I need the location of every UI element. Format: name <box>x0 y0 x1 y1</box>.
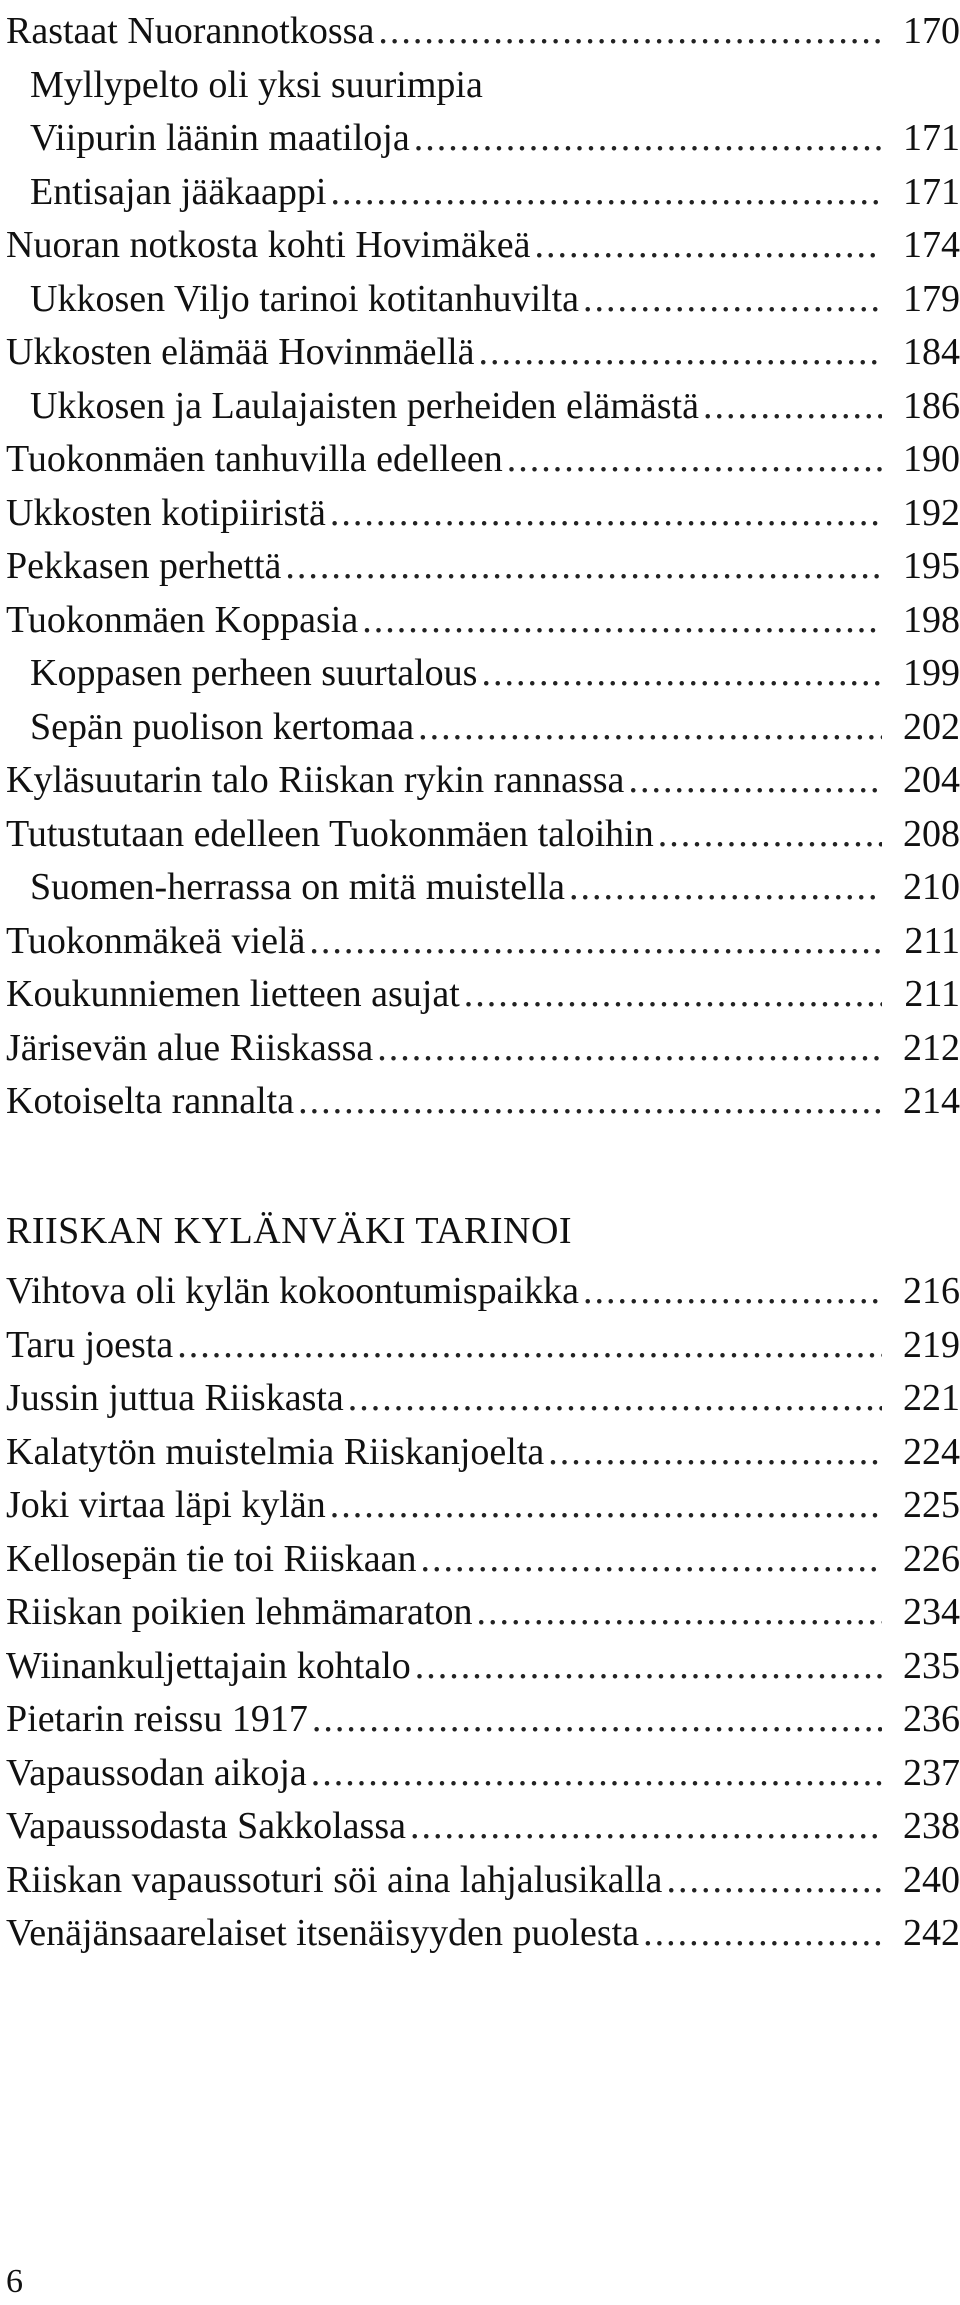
toc-entry-title: Ukkosten elämää Hovinmäellä <box>6 331 475 373</box>
toc-entry-title: Nuoran notkosta kohti Hovimäkeä <box>6 224 531 266</box>
toc-entry-title: Ukkosen Viljo tarinoi kotitanhuvilta <box>30 277 580 320</box>
toc-entry-title: Kalatytön muistelmia Riiskanjoelta <box>6 1430 545 1473</box>
toc-entry-page: 238 <box>903 1805 960 1847</box>
toc-entry-page: 202 <box>903 705 960 748</box>
toc-entry-title: Pietarin reissu 1917 <box>6 1698 308 1740</box>
toc-entry-page: 214 <box>903 1080 960 1122</box>
toc-entry-title: Kyläsuutarin talo Riiskan rykin rannassa <box>6 759 625 801</box>
toc-entry-title: Tutustutaan edelleen Tuokonmäen taloihin <box>6 812 654 855</box>
toc-entry-page: 204 <box>903 759 960 801</box>
toc-entry-page: 186 <box>903 384 960 427</box>
toc-entry-page: 235 <box>903 1644 960 1687</box>
toc-entry-title: Tuokonmäkeä vielä <box>6 919 306 962</box>
toc-entry-title: Sepän puolison kertomaa <box>30 705 415 748</box>
toc-entry-page: 198 <box>903 598 960 641</box>
toc-entry-title: Vihtova oli kylän kokoontumispaikka <box>6 1270 579 1312</box>
section-heading: RIISKAN KYLÄNVÄKI TARINOI <box>6 1210 573 1252</box>
toc-entry-title: Taru joesta <box>6 1323 174 1366</box>
toc-entry-title: Pekkasen perhettä <box>6 545 282 587</box>
toc-entry-page: 240 <box>903 1858 960 1901</box>
toc-entry-page: 236 <box>903 1698 960 1740</box>
toc-entry-page: 195 <box>903 545 960 587</box>
toc-entry-title: Rastaat Nuorannotkossa <box>6 10 375 52</box>
toc-entry-page: 237 <box>903 1751 960 1794</box>
toc-entry-title: Ukkosten kotipiiristä <box>6 491 326 534</box>
toc-entry-page: 190 <box>903 438 960 480</box>
toc-entry-title: Kotoiselta rannalta <box>6 1080 295 1122</box>
toc-entry-page: 226 <box>903 1537 960 1580</box>
toc-entry-page: 234 <box>903 1591 960 1633</box>
toc-entry-title: Viipurin läänin maatiloja <box>30 117 410 159</box>
toc-entry-title: Suomen-herrassa on mitä muistella <box>30 866 566 908</box>
toc-entry <box>6 1070 960 1132</box>
toc-entry-title: Järisevän alue Riiskassa <box>6 1026 374 1069</box>
toc-entry-page: 212 <box>903 1026 960 1069</box>
toc-entry-title: Wiinankuljettajain kohtalo <box>6 1644 411 1687</box>
page-number: 6 <box>6 2263 23 2300</box>
toc-entry-title: Joki virtaa läpi kylän <box>6 1484 326 1526</box>
toc-entry-page: 216 <box>903 1270 960 1312</box>
toc-entry-page: 179 <box>903 277 960 320</box>
toc-entry-page: 211 <box>904 973 960 1015</box>
toc-entry-title: Koppasen perheen suurtalous <box>30 652 478 694</box>
toc-entry-title: Venäjänsaarelaiset itsenäisyyden puolesta <box>6 1912 640 1954</box>
toc-entry-page: 224 <box>903 1430 960 1473</box>
toc-entry-title: Kellosepän tie toi Riiskaan <box>6 1537 417 1580</box>
toc-entry-title: Vapaussodasta Sakkolassa <box>6 1805 406 1847</box>
toc-entry-page: 221 <box>903 1377 960 1419</box>
toc-entry-title: Myllypelto oli yksi suurimpia <box>30 63 483 106</box>
toc-entry <box>6 1902 960 1964</box>
toc-entry-title: Ukkosen ja Laulajaisten perheiden elämästä <box>30 384 699 427</box>
toc-entry-title: Jussin juttua Riiskasta <box>6 1377 344 1419</box>
toc-entry-page: 171 <box>903 117 960 159</box>
toc-entry-page: 225 <box>903 1484 960 1526</box>
toc-entry-title: Tuokonmäen Koppasia <box>6 598 359 641</box>
toc-entry-title: Tuokonmäen tanhuvilla edelleen <box>6 438 503 480</box>
toc-entry-page: 171 <box>903 170 960 213</box>
toc-entry-page: 210 <box>903 866 960 908</box>
toc-entry-title: Koukunniemen lietteen asujat <box>6 973 460 1015</box>
toc-entry-page: 174 <box>903 224 960 266</box>
toc-leader-dots <box>298 1070 882 1132</box>
toc-entry-page: 184 <box>903 331 960 373</box>
toc-entry-page: 242 <box>903 1912 960 1954</box>
toc-entry-page: 208 <box>903 812 960 855</box>
toc-entry-page: 199 <box>903 652 960 694</box>
toc-entry-title: Riiskan vapaussoturi söi aina lahjalusikalla <box>6 1858 663 1901</box>
toc-entry-title: Vapaussodan aikoja <box>6 1751 307 1794</box>
toc-entry-page: 192 <box>903 491 960 534</box>
toc-entry-title: Riiskan poikien lehmämaraton <box>6 1591 473 1633</box>
toc-entry-page: 219 <box>903 1323 960 1366</box>
toc-entry-title: Entisajan jääkaappi <box>30 170 327 213</box>
toc-entry-page: 211 <box>904 919 960 962</box>
toc-entry-page: 170 <box>903 10 960 52</box>
toc-leader-dots <box>643 1902 882 1964</box>
